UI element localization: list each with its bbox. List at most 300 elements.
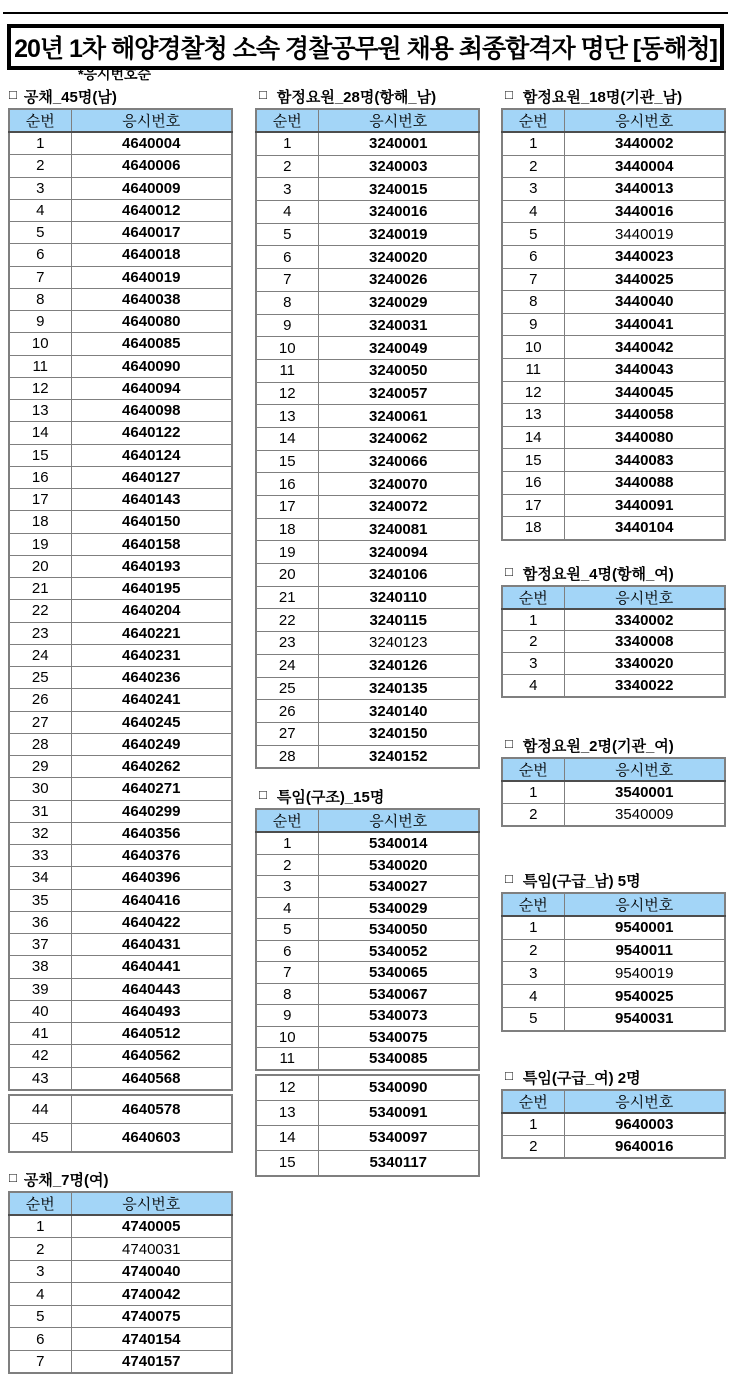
- rank-cell: 3: [502, 962, 564, 985]
- section-ship-28-nav-male: [255, 86, 480, 769]
- table-row: [9, 689, 232, 711]
- applicant-number-cell: 4740154: [71, 1328, 232, 1351]
- applicant-number-cell: 5340052: [318, 940, 479, 962]
- checkbox-icon: □: [259, 87, 267, 102]
- table-row: [256, 359, 479, 382]
- applicant-number-cell: 4740157: [71, 1350, 232, 1373]
- table-row: [9, 1350, 232, 1373]
- applicant-number-cell: 9540019: [564, 962, 725, 985]
- applicant-number-cell: 4640241: [71, 689, 232, 711]
- rank-cell: 17: [256, 496, 318, 519]
- rank-cell: 10: [502, 336, 564, 359]
- table-row: [256, 632, 479, 655]
- rank-cell: 9: [9, 311, 71, 333]
- applicant-number-cell: 5340073: [318, 1005, 479, 1027]
- rank-cell: 7: [256, 962, 318, 984]
- rank-cell: 2: [9, 1238, 71, 1261]
- applicant-number-cell: 4640038: [71, 288, 232, 310]
- rank-cell: 1: [256, 132, 318, 155]
- table-row: [9, 199, 232, 221]
- rank-cell: 5: [502, 223, 564, 246]
- table-row: [9, 244, 232, 266]
- rank-cell: 18: [256, 518, 318, 541]
- table-row: [256, 832, 479, 854]
- section-title: [8, 86, 233, 108]
- table-row: [9, 400, 232, 422]
- applicant-number-cell: 4640012: [71, 199, 232, 221]
- table-row: [502, 200, 725, 223]
- table-header-row: [502, 586, 725, 609]
- section-title: [501, 735, 726, 757]
- table-row: [256, 405, 479, 428]
- results-table: [8, 1191, 233, 1374]
- applicant-number-cell: 3240001: [318, 132, 479, 155]
- rank-cell: 4: [9, 199, 71, 221]
- table-row: [502, 653, 725, 675]
- table-row: [502, 494, 725, 517]
- rank-cell: 28: [9, 733, 71, 755]
- rank-cell: 2: [256, 854, 318, 876]
- rank-cell: 4: [256, 897, 318, 919]
- rank-cell: 4: [502, 200, 564, 223]
- table-row: [256, 132, 479, 155]
- applicant-number-cell: 3240106: [318, 564, 479, 587]
- rank-cell: 6: [9, 244, 71, 266]
- table-row: [9, 867, 232, 889]
- rank-header-cell: 순번: [502, 586, 564, 609]
- table-header-row: [502, 1090, 725, 1113]
- rank-cell: 32: [9, 822, 71, 844]
- rank-cell: 1: [9, 132, 71, 155]
- table-row: [256, 269, 479, 292]
- rank-cell: 27: [9, 711, 71, 733]
- rank-cell: 9: [256, 1005, 318, 1027]
- rank-cell: 44: [9, 1095, 71, 1124]
- section-title-text: 함정요원_28명(항해_남): [276, 89, 437, 106]
- rank-cell: 3: [256, 876, 318, 898]
- number-header-cell: 응시번호: [564, 109, 725, 132]
- rank-cell: 15: [9, 444, 71, 466]
- applicant-number-cell: 4640143: [71, 489, 232, 511]
- rank-cell: 19: [9, 533, 71, 555]
- applicant-number-cell: 4640578: [71, 1095, 232, 1124]
- applicant-number-cell: 3240020: [318, 246, 479, 269]
- rank-cell: 34: [9, 867, 71, 889]
- rank-cell: 14: [256, 427, 318, 450]
- applicant-number-cell: 4640376: [71, 845, 232, 867]
- section-title-text: 특임(구조)_15명: [276, 789, 385, 807]
- rank-header-cell: 순번: [502, 109, 564, 132]
- applicant-number-cell: 9540001: [564, 916, 725, 939]
- section-ship-2-eng-female: [501, 735, 726, 827]
- table-row: [256, 700, 479, 723]
- applicant-number-cell: 4640562: [71, 1045, 232, 1067]
- table-row: [9, 845, 232, 867]
- column-left: [8, 86, 233, 1374]
- table-row: [9, 1023, 232, 1045]
- applicant-number-cell: 4640262: [71, 756, 232, 778]
- table-row: [9, 511, 232, 533]
- rank-cell: 13: [256, 405, 318, 428]
- table-row: [256, 201, 479, 224]
- rank-cell: 20: [9, 555, 71, 577]
- section-paramedic-5-male: [501, 870, 726, 1032]
- results-table: [501, 1089, 726, 1159]
- rank-cell: 7: [9, 1350, 71, 1373]
- rank-cell: 15: [256, 450, 318, 473]
- rank-cell: 37: [9, 934, 71, 956]
- applicant-number-cell: 4640396: [71, 867, 232, 889]
- table-row: [256, 541, 479, 564]
- table-row: [256, 876, 479, 898]
- table-row: [9, 934, 232, 956]
- rank-cell: 4: [256, 201, 318, 224]
- checkbox-icon: □: [505, 87, 513, 102]
- applicant-number-cell: 4640441: [71, 956, 232, 978]
- rank-cell: 3: [9, 177, 71, 199]
- table-row: [9, 622, 232, 644]
- table-row: [9, 733, 232, 755]
- applicant-number-cell: 4640124: [71, 444, 232, 466]
- table-row: [256, 223, 479, 246]
- rank-cell: 2: [256, 155, 318, 178]
- applicant-number-cell: 4640098: [71, 400, 232, 422]
- rank-cell: 21: [256, 586, 318, 609]
- rank-cell: 4: [9, 1283, 71, 1306]
- table-row: [256, 1100, 479, 1125]
- applicant-number-cell: 4640568: [71, 1067, 232, 1090]
- applicant-number-cell: 3440041: [564, 313, 725, 336]
- rank-cell: 24: [256, 654, 318, 677]
- table-row: [502, 178, 725, 201]
- table-row: [256, 1125, 479, 1150]
- section-title: [255, 86, 480, 108]
- checkbox-icon: □: [9, 1169, 17, 1185]
- table-row: [502, 803, 725, 826]
- rank-cell: 1: [9, 1215, 71, 1238]
- column-right: [501, 86, 726, 1159]
- table-row: [9, 444, 232, 466]
- applicant-number-cell: 9640016: [564, 1135, 725, 1158]
- table-row: [9, 311, 232, 333]
- rank-cell: 3: [256, 178, 318, 201]
- applicant-number-cell: 3340002: [564, 609, 725, 631]
- applicant-number-cell: 3440004: [564, 155, 725, 178]
- table-row: [256, 940, 479, 962]
- table-row: [502, 155, 725, 178]
- applicant-number-cell: 4640158: [71, 533, 232, 555]
- applicant-number-cell: 5340027: [318, 876, 479, 898]
- table-row: [9, 600, 232, 622]
- rank-cell: 31: [9, 800, 71, 822]
- applicant-number-cell: 4640416: [71, 889, 232, 911]
- page-title: 20년 1차 해양경찰청 소속 경찰공무원 채용 최종합격자 명단 [동해청]: [14, 35, 717, 63]
- table-row: [9, 1045, 232, 1067]
- rank-cell: 43: [9, 1067, 71, 1090]
- rank-cell: 6: [502, 245, 564, 268]
- applicant-number-cell: 3440091: [564, 494, 725, 517]
- table-row: [502, 1135, 725, 1158]
- section-title-text: 공채_7명(여): [23, 1171, 109, 1189]
- applicant-number-cell: 4640231: [71, 644, 232, 666]
- rank-cell: 13: [9, 400, 71, 422]
- applicant-number-cell: 3240019: [318, 223, 479, 246]
- rank-cell: 6: [9, 1328, 71, 1351]
- number-header-cell: 응시번호: [564, 1090, 725, 1113]
- table-row: [256, 518, 479, 541]
- rank-header-cell: 순번: [502, 758, 564, 781]
- rank-cell: 8: [256, 983, 318, 1005]
- applicant-number-cell: 3240070: [318, 473, 479, 496]
- table-row: [502, 916, 725, 939]
- checkbox-icon: □: [259, 787, 267, 803]
- applicant-number-cell: 3540001: [564, 781, 725, 804]
- rank-cell: 19: [256, 541, 318, 564]
- applicant-number-cell: 4740042: [71, 1283, 232, 1306]
- table-row: [256, 427, 479, 450]
- rank-cell: 10: [9, 333, 71, 355]
- table-row: [9, 756, 232, 778]
- rank-cell: 22: [256, 609, 318, 632]
- table-row: [256, 1005, 479, 1027]
- applicant-number-cell: 3240066: [318, 450, 479, 473]
- rank-cell: 42: [9, 1045, 71, 1067]
- rank-header-cell: 순번: [502, 1090, 564, 1113]
- table-row: [502, 609, 725, 631]
- applicant-number-cell: 5340090: [318, 1075, 479, 1101]
- table-row: [9, 644, 232, 666]
- table-row: [256, 473, 479, 496]
- table-row: [256, 1048, 479, 1070]
- rank-cell: 10: [256, 1026, 318, 1048]
- table-row: [502, 336, 725, 359]
- rank-header-cell: 순번: [256, 809, 318, 832]
- applicant-number-cell: 4640018: [71, 244, 232, 266]
- column-middle: [255, 86, 480, 1177]
- table-row: [502, 781, 725, 804]
- table-row: [9, 1123, 232, 1152]
- rank-cell: 15: [502, 449, 564, 472]
- results-table: [8, 1094, 233, 1153]
- number-header-cell: 응시번호: [564, 893, 725, 916]
- section-title: [255, 786, 480, 808]
- applicant-number-cell: 3240031: [318, 314, 479, 337]
- applicant-number-cell: 3340020: [564, 653, 725, 675]
- rank-cell: 1: [502, 916, 564, 939]
- applicant-number-cell: 4640443: [71, 978, 232, 1000]
- rank-cell: 3: [9, 1260, 71, 1283]
- applicant-number-cell: 3240026: [318, 269, 479, 292]
- rank-cell: 25: [256, 677, 318, 700]
- applicant-number-cell: 4740005: [71, 1215, 232, 1238]
- applicant-number-cell: 5340014: [318, 832, 479, 854]
- applicant-number-cell: 4640249: [71, 733, 232, 755]
- rank-cell: 16: [9, 466, 71, 488]
- table-row: [9, 667, 232, 689]
- rank-cell: 39: [9, 978, 71, 1000]
- applicant-number-cell: 5340029: [318, 897, 479, 919]
- section-title: [501, 1067, 726, 1089]
- table-row: [502, 291, 725, 314]
- rank-cell: 18: [502, 517, 564, 540]
- applicant-number-cell: 3240135: [318, 677, 479, 700]
- table-row: [256, 382, 479, 405]
- rank-cell: 13: [256, 1100, 318, 1125]
- rank-cell: 15: [256, 1150, 318, 1176]
- rank-cell: 30: [9, 778, 71, 800]
- table-row: [9, 489, 232, 511]
- rank-cell: 4: [502, 675, 564, 697]
- section-title: [501, 870, 726, 892]
- rank-cell: 3: [502, 178, 564, 201]
- rank-cell: 16: [256, 473, 318, 496]
- table-row: [9, 177, 232, 199]
- number-header-cell: 응시번호: [564, 758, 725, 781]
- applicant-number-cell: 3240057: [318, 382, 479, 405]
- section-title-text: 특임(구급_여) 2명: [522, 1069, 641, 1087]
- table-row: [502, 631, 725, 653]
- applicant-number-cell: 3440040: [564, 291, 725, 314]
- results-table: [501, 757, 726, 827]
- applicant-number-cell: 4640512: [71, 1023, 232, 1045]
- table-row: [9, 1283, 232, 1306]
- rank-cell: 3: [502, 653, 564, 675]
- applicant-number-cell: 3440042: [564, 336, 725, 359]
- applicant-number-cell: 4740075: [71, 1305, 232, 1328]
- table-row: [9, 1260, 232, 1283]
- rank-cell: 14: [9, 422, 71, 444]
- applicant-number-cell: 4740031: [71, 1238, 232, 1261]
- applicant-number-cell: 4640009: [71, 177, 232, 199]
- section-title: [501, 563, 726, 585]
- applicant-number-cell: 3240050: [318, 359, 479, 382]
- applicant-number-cell: 4640017: [71, 222, 232, 244]
- section-title-text: 함정요원_4명(항해_여): [522, 565, 674, 583]
- table-row: [256, 722, 479, 745]
- applicant-number-cell: 3440045: [564, 381, 725, 404]
- applicant-number-cell: 4640019: [71, 266, 232, 288]
- rank-cell: 2: [502, 1135, 564, 1158]
- applicant-number-cell: 4640094: [71, 377, 232, 399]
- rank-cell: 1: [502, 1113, 564, 1136]
- number-header-cell: 응시번호: [564, 586, 725, 609]
- table-row: [9, 1095, 232, 1124]
- table-row: [256, 1150, 479, 1176]
- applicant-number-cell: 4640080: [71, 311, 232, 333]
- rank-cell: 12: [502, 381, 564, 404]
- table-header-row: [256, 809, 479, 832]
- applicant-number-cell: 3240115: [318, 609, 479, 632]
- table-row: [502, 313, 725, 336]
- applicant-number-cell: 5340117: [318, 1150, 479, 1176]
- rank-cell: 5: [9, 1305, 71, 1328]
- table-row: [502, 1008, 725, 1031]
- applicant-number-cell: 4640204: [71, 600, 232, 622]
- applicant-number-cell: 3240152: [318, 745, 479, 768]
- top-divider: [3, 12, 728, 14]
- rank-cell: 16: [502, 471, 564, 494]
- table-row: [502, 1113, 725, 1136]
- applicant-number-cell: 3240061: [318, 405, 479, 428]
- table-row: [9, 355, 232, 377]
- section-paramedic-2-female: [501, 1067, 726, 1159]
- table-row: [9, 288, 232, 310]
- table-row: [256, 962, 479, 984]
- section-title: [501, 86, 726, 108]
- table-row: [9, 155, 232, 177]
- number-header-cell: 응시번호: [71, 109, 232, 132]
- table-row: [256, 745, 479, 768]
- rank-cell: 20: [256, 564, 318, 587]
- applicant-number-cell: 9540031: [564, 1008, 725, 1031]
- rank-cell: 40: [9, 1000, 71, 1022]
- table-row: [256, 654, 479, 677]
- table-row: [9, 800, 232, 822]
- rank-cell: 45: [9, 1123, 71, 1152]
- table-row: [502, 268, 725, 291]
- table-row: [256, 246, 479, 269]
- rank-cell: 25: [9, 667, 71, 689]
- results-table: [255, 1074, 480, 1177]
- rank-cell: 14: [502, 426, 564, 449]
- table-row: [502, 517, 725, 540]
- rank-cell: 14: [256, 1125, 318, 1150]
- table-row: [9, 711, 232, 733]
- table-row: [9, 533, 232, 555]
- results-table: [501, 585, 726, 698]
- applicant-number-cell: 4640245: [71, 711, 232, 733]
- table-header-row: [256, 109, 479, 132]
- table-row: [502, 245, 725, 268]
- applicant-number-cell: 3240049: [318, 337, 479, 360]
- rank-cell: 11: [256, 1048, 318, 1070]
- rank-cell: 4: [502, 985, 564, 1008]
- applicant-number-cell: 3540009: [564, 803, 725, 826]
- section-title-text: 함정요원_2명(기관_여): [522, 737, 674, 755]
- applicant-number-cell: 4640150: [71, 511, 232, 533]
- results-table: [8, 108, 233, 1091]
- rank-cell: 8: [9, 288, 71, 310]
- rank-cell: 41: [9, 1023, 71, 1045]
- table-row: [256, 450, 479, 473]
- table-row: [9, 377, 232, 399]
- checkbox-icon: □: [505, 735, 513, 751]
- applicant-number-cell: 3240140: [318, 700, 479, 723]
- table-row: [9, 422, 232, 444]
- rank-cell: 7: [9, 266, 71, 288]
- section-title: [8, 1169, 233, 1191]
- table-row: [9, 1000, 232, 1022]
- rank-cell: 1: [502, 781, 564, 804]
- rank-cell: 12: [256, 382, 318, 405]
- rank-cell: 2: [502, 155, 564, 178]
- rank-cell: 5: [9, 222, 71, 244]
- checkbox-icon: □: [505, 1067, 513, 1083]
- table-row: [256, 897, 479, 919]
- applicant-number-cell: 3240126: [318, 654, 479, 677]
- rank-cell: 21: [9, 578, 71, 600]
- applicant-number-cell: 4640090: [71, 355, 232, 377]
- table-row: [9, 956, 232, 978]
- applicant-number-cell: 3440019: [564, 223, 725, 246]
- rank-cell: 7: [502, 268, 564, 291]
- applicant-number-cell: 3240081: [318, 518, 479, 541]
- table-row: [256, 178, 479, 201]
- table-row: [502, 985, 725, 1008]
- table-row: [256, 854, 479, 876]
- rank-cell: 33: [9, 845, 71, 867]
- rank-cell: 5: [256, 223, 318, 246]
